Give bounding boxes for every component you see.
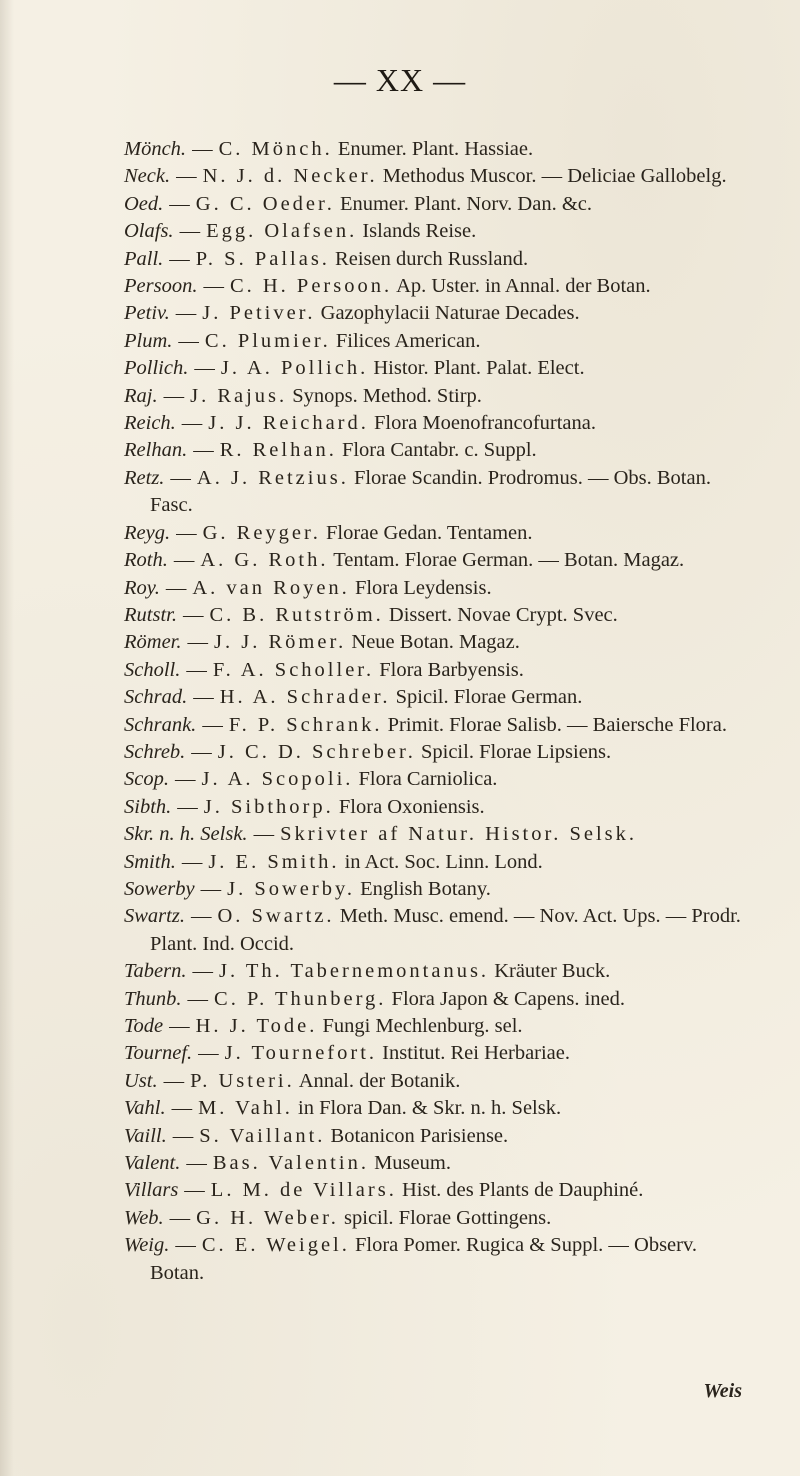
abbreviation-entry bbox=[124, 547, 744, 574]
entry-title: spicil. Florae Gottingens. bbox=[344, 1206, 552, 1229]
entry-author: R. Relhan. bbox=[219, 439, 337, 462]
entry-title: Fungi Mechlenburg. sel. bbox=[322, 1015, 523, 1037]
entry-title: Spicil. Florae German. bbox=[395, 686, 583, 709]
abbreviation-entry bbox=[124, 903, 744, 958]
entry-author: Skrivter af Natur. Histor. Selsk. bbox=[280, 823, 637, 846]
entry-title: Flora Moenofrancofurtana. bbox=[374, 412, 596, 435]
abbreviation-entry bbox=[124, 629, 744, 656]
entry-abbreviation: Scholl. bbox=[124, 658, 181, 681]
entry-dash: — bbox=[187, 631, 209, 654]
entry-dash: — bbox=[163, 384, 185, 407]
entry-title: Methodus Muscor. — Deliciae Gallobelg. bbox=[382, 165, 727, 188]
abbreviation-entry bbox=[124, 849, 744, 876]
entry-title: Dissert. Novae Crypt. Svec. bbox=[388, 603, 618, 626]
entry-author: C. E. Weigel. bbox=[201, 1234, 350, 1257]
abbreviation-entry bbox=[124, 684, 744, 711]
abbreviation-entry bbox=[124, 191, 744, 218]
abbreviation-entry bbox=[124, 575, 744, 602]
abbreviation-entry bbox=[124, 410, 744, 437]
abbreviation-entry bbox=[124, 328, 744, 355]
entry-abbreviation: Petiv. bbox=[124, 302, 170, 325]
entry-abbreviation: Schreb. bbox=[124, 740, 186, 763]
entry-title: Ap. Uster. in Annal. der Botan. bbox=[396, 275, 651, 298]
abbreviation-entry bbox=[124, 1013, 744, 1040]
page-gutter-shadow bbox=[0, 0, 14, 1476]
entry-dash: — bbox=[172, 1124, 194, 1147]
entry-title: Annal. der Botanik. bbox=[298, 1069, 461, 1092]
entry-abbreviation: Roy. bbox=[124, 576, 160, 599]
entry-title: Flora Carniolica. bbox=[358, 768, 498, 791]
abbreviation-entry bbox=[124, 876, 744, 903]
entry-title: in Flora Dan. & Skr. n. h. Selsk. bbox=[298, 1097, 562, 1120]
entry-dash: — bbox=[186, 658, 207, 681]
entry-abbreviation: Reich. bbox=[124, 412, 176, 435]
entry-author: J. Sibthorp. bbox=[203, 795, 334, 818]
entry-author: A. G. Roth. bbox=[200, 549, 329, 572]
entry-title: Museum. bbox=[374, 1152, 451, 1175]
entry-abbreviation: Villars bbox=[124, 1179, 179, 1202]
abbreviation-entry bbox=[124, 986, 744, 1013]
entry-dash: — bbox=[175, 1234, 196, 1257]
entry-author: G. H. Weber. bbox=[196, 1206, 339, 1229]
abbreviation-entry bbox=[124, 383, 744, 410]
entry-abbreviation: Skr. n. h. Selsk. bbox=[124, 823, 248, 846]
entry-author: N. J. d. Necker. bbox=[202, 165, 378, 188]
entry-author: C. H. Persoon. bbox=[229, 275, 393, 298]
entry-dash: — bbox=[178, 329, 199, 352]
abbreviation-entry bbox=[124, 1095, 744, 1122]
entry-title: Hist. des Plants de Dauphiné. bbox=[401, 1179, 644, 1202]
abbreviation-entry bbox=[124, 1123, 744, 1150]
entry-title: Tentam. Florae German. — Botan. Magaz. bbox=[333, 549, 685, 572]
entry-abbreviation: Relhan. bbox=[124, 439, 188, 462]
entry-title: Florae Scandin. Prodromus. — Obs. Botan. Fasc. bbox=[150, 466, 711, 517]
catchword: Weis bbox=[703, 1380, 742, 1402]
entry-dash: — bbox=[182, 603, 204, 626]
entry-abbreviation: Retz. bbox=[124, 466, 165, 489]
entry-abbreviation: Schrank. bbox=[124, 713, 197, 736]
entry-title: Kräuter Buck. bbox=[494, 960, 611, 983]
entry-author: C. Mönch. bbox=[218, 138, 333, 160]
entry-dash: — bbox=[165, 576, 187, 599]
entry-author: C. B. Rutström. bbox=[209, 603, 384, 626]
entry-abbreviation: Vaill. bbox=[124, 1124, 167, 1147]
entry-title: Meth. Musc. emend. — Nov. Act. Ups. — Prodr. Plant. Ind. Occid. bbox=[150, 905, 741, 955]
entry-title: Primit. Florae Salisb. — Baiersche Flora. bbox=[387, 713, 727, 736]
entry-title: Flora Oxoniensis. bbox=[338, 795, 485, 818]
entry-title: Botanicon Parisiense. bbox=[330, 1124, 509, 1147]
abbreviation-entry bbox=[124, 1177, 744, 1204]
entry-abbreviation: Weig. bbox=[124, 1234, 170, 1257]
entry-title: Institut. Rei Herbariae. bbox=[382, 1042, 571, 1065]
entry-title: Reisen durch Russland. bbox=[335, 247, 529, 270]
abbreviation-entry bbox=[124, 794, 744, 821]
entry-abbreviation: Neck. bbox=[124, 165, 171, 188]
abbreviation-entry bbox=[124, 273, 744, 300]
abbreviation-entry bbox=[124, 958, 744, 985]
entry-abbreviation: Römer. bbox=[124, 631, 182, 654]
entry-author: J. J. Reichard. bbox=[208, 412, 369, 435]
entry-author: J. A. Scopoli. bbox=[201, 768, 354, 791]
entry-abbreviation: Thunb. bbox=[124, 987, 182, 1010]
abbreviation-entry bbox=[124, 821, 744, 848]
abbreviation-entry bbox=[124, 602, 744, 629]
entry-dash: — bbox=[177, 795, 198, 818]
entry-author: S. Vaillant. bbox=[199, 1124, 326, 1147]
entry-author: L. M. de Villars. bbox=[210, 1179, 397, 1202]
entry-dash: — bbox=[253, 823, 275, 846]
abbreviation-entry bbox=[124, 437, 744, 464]
abbreviation-entry bbox=[124, 136, 744, 163]
abbreviation-entry bbox=[124, 766, 744, 793]
entry-author: M. Vahl. bbox=[198, 1097, 293, 1120]
entry-abbreviation: Vahl. bbox=[124, 1097, 166, 1120]
entry-dash: — bbox=[198, 1042, 219, 1065]
abbreviation-entry bbox=[124, 300, 744, 327]
entry-title: Florae Gedan. Tentamen. bbox=[325, 521, 533, 544]
entry-abbreviation: Tournef. bbox=[124, 1042, 193, 1065]
entry-author: J. Rajus. bbox=[190, 384, 288, 407]
entry-title: Filices American. bbox=[335, 329, 481, 352]
entry-abbreviation: Valent. bbox=[124, 1152, 181, 1175]
entry-abbreviation: Olafs. bbox=[124, 220, 174, 243]
page-header: — XX — bbox=[333, 62, 467, 98]
entry-abbreviation: Persoon. bbox=[124, 275, 198, 298]
entry-abbreviation: Ust. bbox=[124, 1069, 158, 1092]
entry-author: A. van Royen. bbox=[192, 576, 350, 599]
entry-dash: — bbox=[163, 1069, 185, 1092]
entry-title: Flora Japon & Capens. ined. bbox=[391, 987, 625, 1010]
entry-dash: — bbox=[174, 768, 196, 791]
abbreviation-entry bbox=[124, 1205, 744, 1232]
abbreviation-entry bbox=[124, 712, 744, 739]
abbreviation-entry bbox=[124, 739, 744, 766]
entry-dash: — bbox=[171, 1097, 193, 1120]
entry-author: J. Th. Tabernemontanus. bbox=[218, 960, 490, 983]
entry-abbreviation: Schrad. bbox=[124, 686, 188, 709]
entry-dash: — bbox=[176, 521, 197, 544]
entry-dash: — bbox=[191, 740, 212, 763]
abbreviation-entry bbox=[124, 465, 744, 520]
entry-abbreviation: Smith. bbox=[124, 850, 176, 873]
entry-dash: — bbox=[192, 138, 213, 160]
entry-abbreviation: Sibth. bbox=[124, 795, 172, 818]
entry-dash: — bbox=[203, 275, 224, 298]
entry-author: Bas. Valentin. bbox=[212, 1152, 369, 1175]
entry-author: Egg. Olafsen. bbox=[206, 220, 358, 243]
entry-dash: — bbox=[193, 686, 214, 709]
entry-dash: — bbox=[181, 850, 203, 873]
entry-dash: — bbox=[173, 549, 195, 572]
entry-abbreviation: Pollich. bbox=[124, 357, 189, 380]
entry-dash: — bbox=[169, 192, 190, 215]
entry-author: J. Tournefort. bbox=[224, 1042, 378, 1065]
entry-dash: — bbox=[190, 905, 212, 928]
abbreviation-entry bbox=[124, 163, 744, 190]
entry-author: J. J. Römer. bbox=[214, 631, 347, 654]
entry-author: P. S. Pallas. bbox=[195, 247, 330, 270]
entry-title: Enumer. Plant. Norv. Dan. &c. bbox=[339, 192, 592, 215]
entry-author: C. Plumier. bbox=[204, 329, 331, 352]
entry-author: C. P. Thunberg. bbox=[214, 987, 387, 1010]
entry-author: J. Petiver. bbox=[202, 302, 316, 325]
entry-dash: — bbox=[176, 165, 197, 188]
entry-abbreviation: Scop. bbox=[124, 768, 169, 791]
entry-author: F. A. Scholler. bbox=[212, 658, 375, 681]
abbreviation-entry bbox=[124, 355, 744, 382]
entry-title: Enumer. Plant. Hassiae. bbox=[337, 138, 534, 160]
abbreviation-entry bbox=[124, 1040, 744, 1067]
entry-abbreviation: Raj. bbox=[124, 384, 158, 407]
entry-dash: — bbox=[192, 960, 213, 983]
abbreviation-entry bbox=[124, 218, 744, 245]
entry-dash: — bbox=[179, 220, 201, 243]
entry-abbreviation: Rutstr. bbox=[124, 603, 177, 626]
entry-dash: — bbox=[170, 466, 191, 489]
entry-title: Gazophylacii Naturae Decades. bbox=[320, 302, 580, 325]
entry-title: Histor. Plant. Palat. Elect. bbox=[373, 357, 585, 380]
entry-dash: — bbox=[186, 1152, 207, 1175]
entry-dash: — bbox=[169, 247, 190, 270]
entry-author: J. Sowerby. bbox=[227, 877, 356, 900]
entry-abbreviation: Tode bbox=[124, 1015, 164, 1037]
entry-title: Synops. Method. Stirp. bbox=[292, 384, 482, 407]
abbreviation-list bbox=[124, 136, 744, 1287]
abbreviation-entry bbox=[124, 246, 744, 273]
entry-dash: — bbox=[169, 1206, 191, 1229]
entry-title: Flora Pomer. Rugica & Suppl. — Observ. Botan. bbox=[150, 1234, 698, 1284]
entry-author: P. Usteri. bbox=[190, 1069, 295, 1092]
abbreviation-entry bbox=[124, 1150, 744, 1177]
abbreviation-entry bbox=[124, 1068, 744, 1095]
entry-dash: — bbox=[193, 439, 214, 462]
entry-author: H. J. Tode. bbox=[195, 1015, 318, 1037]
entry-author: F. P. Schrank. bbox=[228, 713, 383, 736]
entry-title: Flora Cantabr. c. Suppl. bbox=[341, 439, 537, 462]
entry-title: Spicil. Florae Lipsiens. bbox=[420, 740, 612, 763]
entry-author: A. J. Retzius. bbox=[196, 466, 349, 489]
entry-abbreviation: Oed. bbox=[124, 192, 164, 215]
entry-title: English Botany. bbox=[360, 877, 491, 900]
entry-abbreviation: Roth. bbox=[124, 549, 168, 572]
entry-title: in Act. Soc. Linn. Lond. bbox=[344, 850, 543, 873]
abbreviation-entry bbox=[124, 520, 744, 547]
entry-author: J. A. Pollich. bbox=[220, 357, 369, 380]
entry-dash: — bbox=[194, 357, 215, 380]
entry-title: Flora Barbyensis. bbox=[379, 658, 524, 681]
entry-abbreviation: Tabern. bbox=[124, 960, 187, 983]
entry-abbreviation: Plum. bbox=[124, 329, 173, 352]
entry-dash: — bbox=[202, 713, 223, 736]
entry-abbreviation: Pall. bbox=[124, 247, 164, 270]
entry-dash: — bbox=[181, 412, 203, 435]
entry-abbreviation: Sowerby bbox=[124, 877, 195, 900]
entry-author: G. Reyger. bbox=[202, 521, 321, 544]
entry-abbreviation: Reyg. bbox=[124, 521, 171, 544]
entry-author: O. Swartz. bbox=[217, 905, 335, 928]
entry-dash: — bbox=[175, 302, 197, 325]
entry-title: Neue Botan. Magaz. bbox=[351, 631, 520, 654]
entry-dash: — bbox=[200, 877, 222, 900]
abbreviation-entry bbox=[124, 657, 744, 684]
entry-abbreviation: Mönch. bbox=[124, 138, 187, 160]
entry-title: Flora Leydensis. bbox=[354, 576, 492, 599]
entry-dash: — bbox=[187, 987, 209, 1010]
abbreviation-entry bbox=[124, 1232, 744, 1287]
entry-author: H. A. Schrader. bbox=[219, 686, 391, 709]
entry-author: J. C. D. Schreber. bbox=[217, 740, 416, 763]
entry-abbreviation: Swartz. bbox=[124, 905, 185, 928]
entry-title: Islands Reise. bbox=[362, 220, 477, 243]
entry-author: J. E. Smith. bbox=[208, 850, 340, 873]
entry-abbreviation: Web. bbox=[124, 1206, 164, 1229]
entry-author: G. C. Oeder. bbox=[195, 192, 335, 215]
entry-dash: — bbox=[184, 1179, 205, 1202]
entry-dash: — bbox=[169, 1015, 190, 1037]
